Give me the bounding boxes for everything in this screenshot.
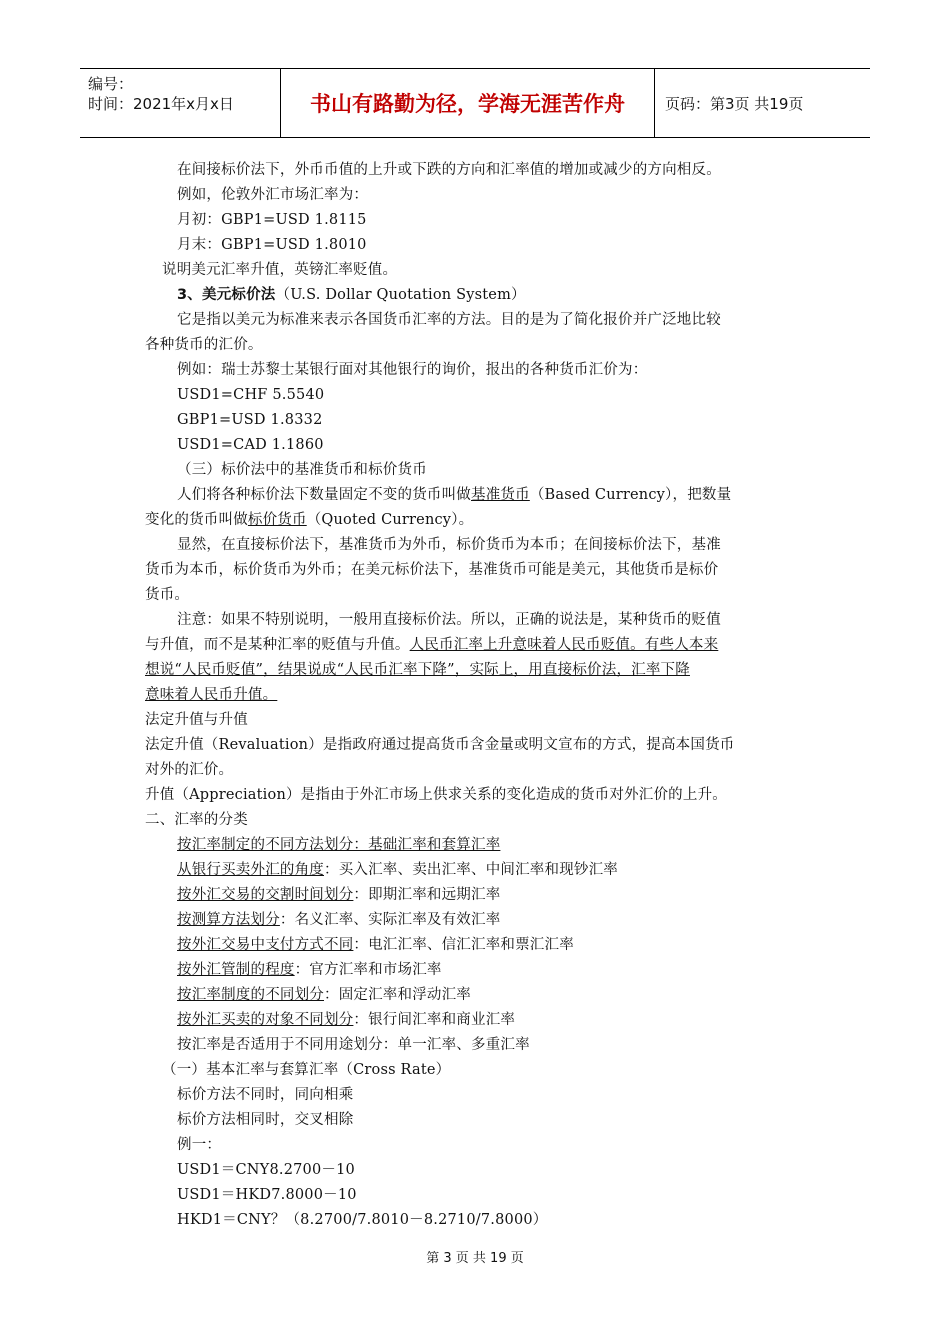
underlined-sentence: 想说“人民币贬值”，结果说成“人民币汇率下降”，实际上，用直接标价法，汇率下降 xyxy=(145,662,690,678)
example-label: 例一： xyxy=(177,1137,222,1153)
underlined-sentence: 人民币汇率上升意味着人民币贬值。有些人本来 xyxy=(409,637,719,653)
classification-item xyxy=(177,1010,515,1030)
heading-rest: （U.S. Dollar Quotation System） xyxy=(275,287,526,303)
classification-item: 按汇率制定的不同方法划分：基础汇率和套算汇率 xyxy=(177,837,501,853)
classification-item xyxy=(177,935,574,955)
paragraph-line: 各种货币的汇价。 xyxy=(145,337,263,353)
classification-criterion: 按外汇交易中支付方式不同 xyxy=(177,937,354,953)
classification-types: ：名义汇率、实际汇率及有效汇率 xyxy=(279,912,501,928)
subsection-heading: （三）标价法中的基准货币和标价货币 xyxy=(177,462,427,478)
paragraph-line: 标价方法不同时，同向相乘 xyxy=(177,1087,354,1103)
header-motto: 书山有路勤为径，学海无涯苦作舟 xyxy=(281,69,655,137)
classification-criterion: 按汇率制度的不同划分 xyxy=(177,987,324,1003)
rate-line: HKD1＝CNY？（8.2700/7.8010－8.2710/7.8000） xyxy=(177,1212,548,1228)
paragraph-line: 例如：瑞士苏黎士某银行面对其他银行的询价，报出的各种货币汇价为： xyxy=(177,362,648,378)
paragraph-line: 法定升值（Revaluation）是指政府通过提高货币含金量或明文宣布的方式，提高本国货币 xyxy=(145,737,735,753)
classification-item xyxy=(177,910,500,930)
rate-line: USD1＝CNY8.2700－10 xyxy=(177,1162,355,1178)
classification-types: ：官方汇率和市场汇率 xyxy=(294,962,442,978)
classification-item xyxy=(177,860,618,880)
heading-bold: 3、美元标价法 xyxy=(177,287,276,303)
paragraph-line: 标价方法相同时，交叉相除 xyxy=(177,1112,354,1128)
paragraph-line: 说明美元汇率升值，英镑汇率贬值。 xyxy=(162,262,398,278)
paragraph-line: 月初：GBP1=USD 1.8115 xyxy=(177,212,367,228)
paragraph-line: 例如，伦敦外汇市场汇率为： xyxy=(177,187,369,203)
subsection-heading: （一）基本汇率与套算汇率（Cross Rate） xyxy=(162,1062,451,1078)
text-span: （Quoted Currency）。 xyxy=(306,512,474,528)
text-span: 变化的货币叫做 xyxy=(145,512,248,528)
classification-criterion: 从银行买卖外汇的角度 xyxy=(177,862,324,878)
classification-criterion: 按外汇管制的程度 xyxy=(177,962,295,978)
paragraph-line xyxy=(177,485,731,505)
classification-criterion: 按外汇交易的交割时间划分 xyxy=(177,887,354,903)
section-heading xyxy=(177,285,526,305)
classification-types: ：固定汇率和浮动汇率 xyxy=(324,987,471,1003)
header-time-label: 时间：2021年x月x日 xyxy=(88,95,234,113)
underlined-sentence: 意味着人民币升值。 xyxy=(145,687,278,703)
paragraph-line: 对外的汇价。 xyxy=(145,762,234,778)
header-page-info: 页码：第3页 共19页 xyxy=(665,94,804,113)
classification-types: ：银行间汇率和商业汇率 xyxy=(353,1012,516,1028)
paragraph-line: 升值（Appreciation）是指由于外汇市场上供求关系的变化造成的货币对外汇价的上升。 xyxy=(145,787,727,803)
classification-item: 按汇率是否适用于不同用途划分：单一汇率、多重汇率 xyxy=(177,1037,530,1053)
paragraph-line: 月末：GBP1=USD 1.8010 xyxy=(177,237,367,253)
classification-types: ：电汇汇率、信汇汇率和票汇汇率 xyxy=(353,937,574,953)
section-heading: 二、汇率的分类 xyxy=(145,812,248,828)
paragraph-line: 显然，在直接标价法下，基准货币为外币，标价货币为本币；在间接标价法下，基准 xyxy=(177,537,721,553)
header-meta-cell xyxy=(80,69,281,137)
rate-line: USD1＝HKD7.8000－10 xyxy=(177,1187,357,1203)
classification-types: ：买入汇率、卖出汇率、中间汇率和现钞汇率 xyxy=(324,862,618,878)
classification-types: ：即期汇率和远期汇率 xyxy=(353,887,501,903)
classification-item xyxy=(177,960,442,980)
classification-item xyxy=(177,985,471,1005)
paragraph-line: 注意：如果不特别说明，一般用直接标价法。所以，正确的说法是，某种货币的贬值 xyxy=(177,612,721,628)
paragraph-line: 在间接标价法下，外币币值的上升或下跌的方向和汇率值的增加或减少的方向相反。 xyxy=(177,162,721,178)
rate-line: USD1=CAD 1.1860 xyxy=(177,437,324,453)
paragraph-line: 法定升值与升值 xyxy=(145,712,248,728)
paragraph-line: 货币。 xyxy=(145,587,190,603)
underlined-term: 标价货币 xyxy=(247,512,307,528)
rate-line: GBP1=USD 1.8332 xyxy=(177,412,323,428)
paragraph-line: 它是指以美元为标准来表示各国货币汇率的方法。目的是为了简化报价并广泛地比较 xyxy=(177,312,721,328)
text-span: （Based Currency），把数量 xyxy=(529,487,732,503)
page-header xyxy=(80,68,870,138)
paragraph-line: 货币为本币，标价货币为外币；在美元标价法下，基准货币可能是美元，其他货币是标价 xyxy=(145,562,719,578)
text-span: 人们将各种标价法下数量固定不变的货币叫做 xyxy=(177,487,471,503)
rate-line: USD1=CHF 5.5540 xyxy=(177,387,325,403)
header-number-label: 编号： xyxy=(88,75,134,93)
text-span: 与升值，而不是某种汇率的贬值与升值。 xyxy=(145,637,410,653)
classification-item xyxy=(177,885,500,905)
underlined-term: 基准货币 xyxy=(471,487,530,503)
classification-criterion: 按测算方法划分 xyxy=(177,912,280,928)
paragraph-line xyxy=(145,635,718,655)
classification-criterion: 按外汇买卖的对象不同划分 xyxy=(177,1012,354,1028)
paragraph-line xyxy=(145,510,473,530)
page-footer: 第 3 页 共 19 页 xyxy=(426,1251,524,1266)
